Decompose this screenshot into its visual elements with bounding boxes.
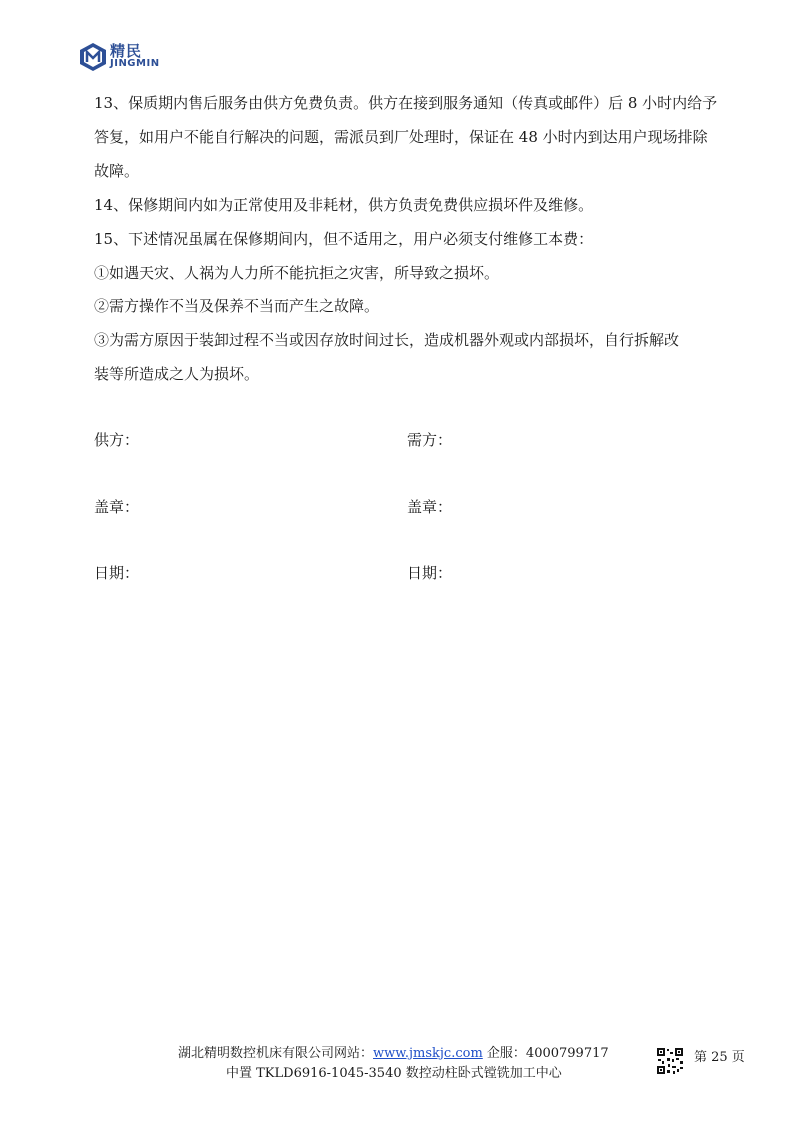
clause-15-item-3-line-2: 装等所造成之人为损坏。 [94,365,260,383]
supplier-date-label: 日期： [94,564,140,582]
buyer-label: 需方： [407,431,453,449]
footer-company: 湖北精明数控机床有限公司网站： [178,1046,374,1061]
footer-website-link[interactable]: www.jmskjc.com [373,1046,483,1061]
buyer-date-label: 日期： [407,564,453,582]
clause-15: 15、下述情况虽属在保修期间内，但不适用之，用户必须支付维修工本费： [94,230,594,248]
clause-13-line-1: 13、保质期内售后服务由供方免费负责。供方在接到服务通知（传真或邮件）后 8 小时内给予 [94,94,718,112]
qr-code-icon [656,1047,684,1075]
clause-13-line-2: 答复，如用户不能自行解决的问题，需派员到厂处理时，保证在 48 小时内到达用户现场排除 [94,128,708,146]
jingmin-logo-icon [78,42,108,72]
footer-service-label: 企服： [482,1046,526,1061]
footer-contact-line [178,1045,609,1063]
logo-text-en: JINGMIN [110,58,160,69]
clause-13-line-3: 故障。 [94,162,140,180]
buyer-seal-label: 盖章： [407,498,453,516]
footer-service-phone: 4000799717 [525,1046,609,1061]
supplier-seal-label: 盖章： [94,498,140,516]
supplier-label: 供方： [94,431,140,449]
clause-14: 14、保修期间内如为正常使用及非耗材，供方负责免费供应损坏件及维修。 [94,196,594,214]
footer-product-line: 中置 TKLD6916-1045-3540 数控动柱卧式镗铣加工中心 [226,1066,562,1081]
clause-15-item-3-line-1: ③为需方原因于装卸过程不当或因存放时间过长，造成机器外观或内部损坏，自行拆解改 [94,331,680,349]
page-number: 第 25 页 [694,1050,745,1065]
clause-15-item-1: ①如遇天灾、人祸为人力所不能抗拒之灾害，所导致之损坏。 [94,264,500,282]
clause-15-item-2: ②需方操作不当及保养不当而产生之故障。 [94,297,380,315]
company-logo [78,40,178,74]
logo-text-cn: 精民 [110,42,143,60]
